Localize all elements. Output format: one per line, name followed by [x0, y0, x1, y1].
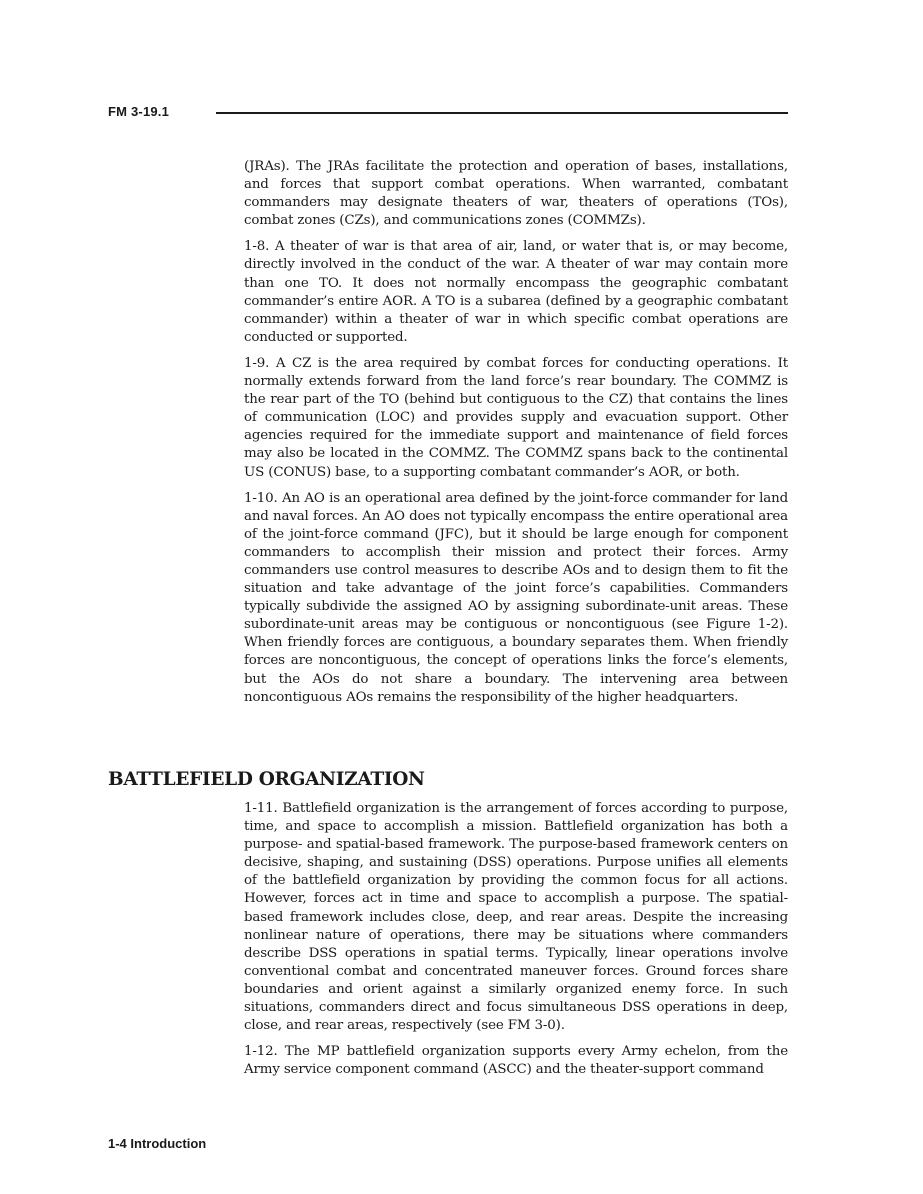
body-text-bottom [244, 800, 788, 1079]
paragraph-1-11: 1-11. Battlefield organization is the arrangement of forces according to purpose, time, and space to accomplish a mission. Battlefield organization has both a purpose- and spatial-based framework. The purpose-based framework centers on decisive, shaping, and sustaining (DSS) operations. Purpose unifies all elements of the battlefield organization by providing the common focus for all actions. However, forces act in time and space to accomplish a purpose. The spatial-based framework includes close, deep, and rear areas. Despite the increasing nonlinear nature of operations, there may be situations where commanders describe DSS operations in spatial terms. Typically, linear operations involve conventional combat and concentrated maneuver forces. Ground forces share boundaries and orient against a similarly organized enemy force. In such situations, commanders direct and focus simultaneous DSS operations in deep, close, and rear areas, respectively (see FM 3-0). [244, 801, 788, 1034]
paragraph-1-10: 1-10. An AO is an operational area defined by the joint-force commander for land and naval forces. An AO does not typically encompass the entire operational area of the joint-force command (JFC), but it should be large enough for component commanders to accomplish their mission and protect their forces. Army commanders use control measures to describe AOs and to design them to fit the situation and take advantage of the joint force’s capabilities. Commanders typically subdivide the assigned AO by assigning subordinate-unit areas. These subordinate-unit areas may be contiguous or noncontiguous (see Figure 1-2). When friendly forces are contiguous, a boundary separates them. When friendly forces are noncontiguous, the concept of operations links the force’s elements, but the AOs do not share a boundary. The intervening area between noncontiguous AOs remains the responsibility of the higher headquarters. [244, 490, 788, 705]
document-id: FM 3-19.1 [108, 104, 170, 119]
body-text-top [244, 158, 788, 707]
section-heading: BATTLEFIELD ORGANIZATION [108, 769, 425, 790]
page-footer: 1-4 Introduction [108, 1136, 207, 1151]
paragraph-continuation: (JRAs). The JRAs facilitate the protection and operation of bases, installations, and forces that support combat operations. When warranted, combatant commanders may designate theaters of war, theaters of operations (TOs), combat zones (CZs), and communications zones (COMMZs). [244, 159, 788, 229]
paragraph-1-9: 1-9. A CZ is the area required by combat forces for conducting operations. It normally extends forward from the land force’s rear boundary. The COMMZ is the rear part of the TO (behind but contiguous to the CZ) that contains the lines of communication (LOC) and provides supply and evacuation support. Other agencies required for the immediate support and maintenance of field forces may also be located in the COMMZ. The COMMZ spans back to the continental US (CONUS) base, to a supporting combatant commander’s AOR, or both. [244, 355, 788, 480]
paragraph-1-12: 1-12. The MP battlefield organization supports every Army echelon, from the Army service component command (ASCC) and the theater-support command [244, 1044, 788, 1078]
header-rule [216, 112, 788, 114]
paragraph-1-8: 1-8. A theater of war is that area of air, land, or water that is, or may become, directly involved in the conduct of the war. A theater of war may contain more than one TO. It does not normally encompass the geographic combatant commander’s entire AOR. A TO is a subarea (defined by a geographic combatant commander) within a theater of war in which specific combat operations are conducted or supported. [244, 239, 788, 345]
